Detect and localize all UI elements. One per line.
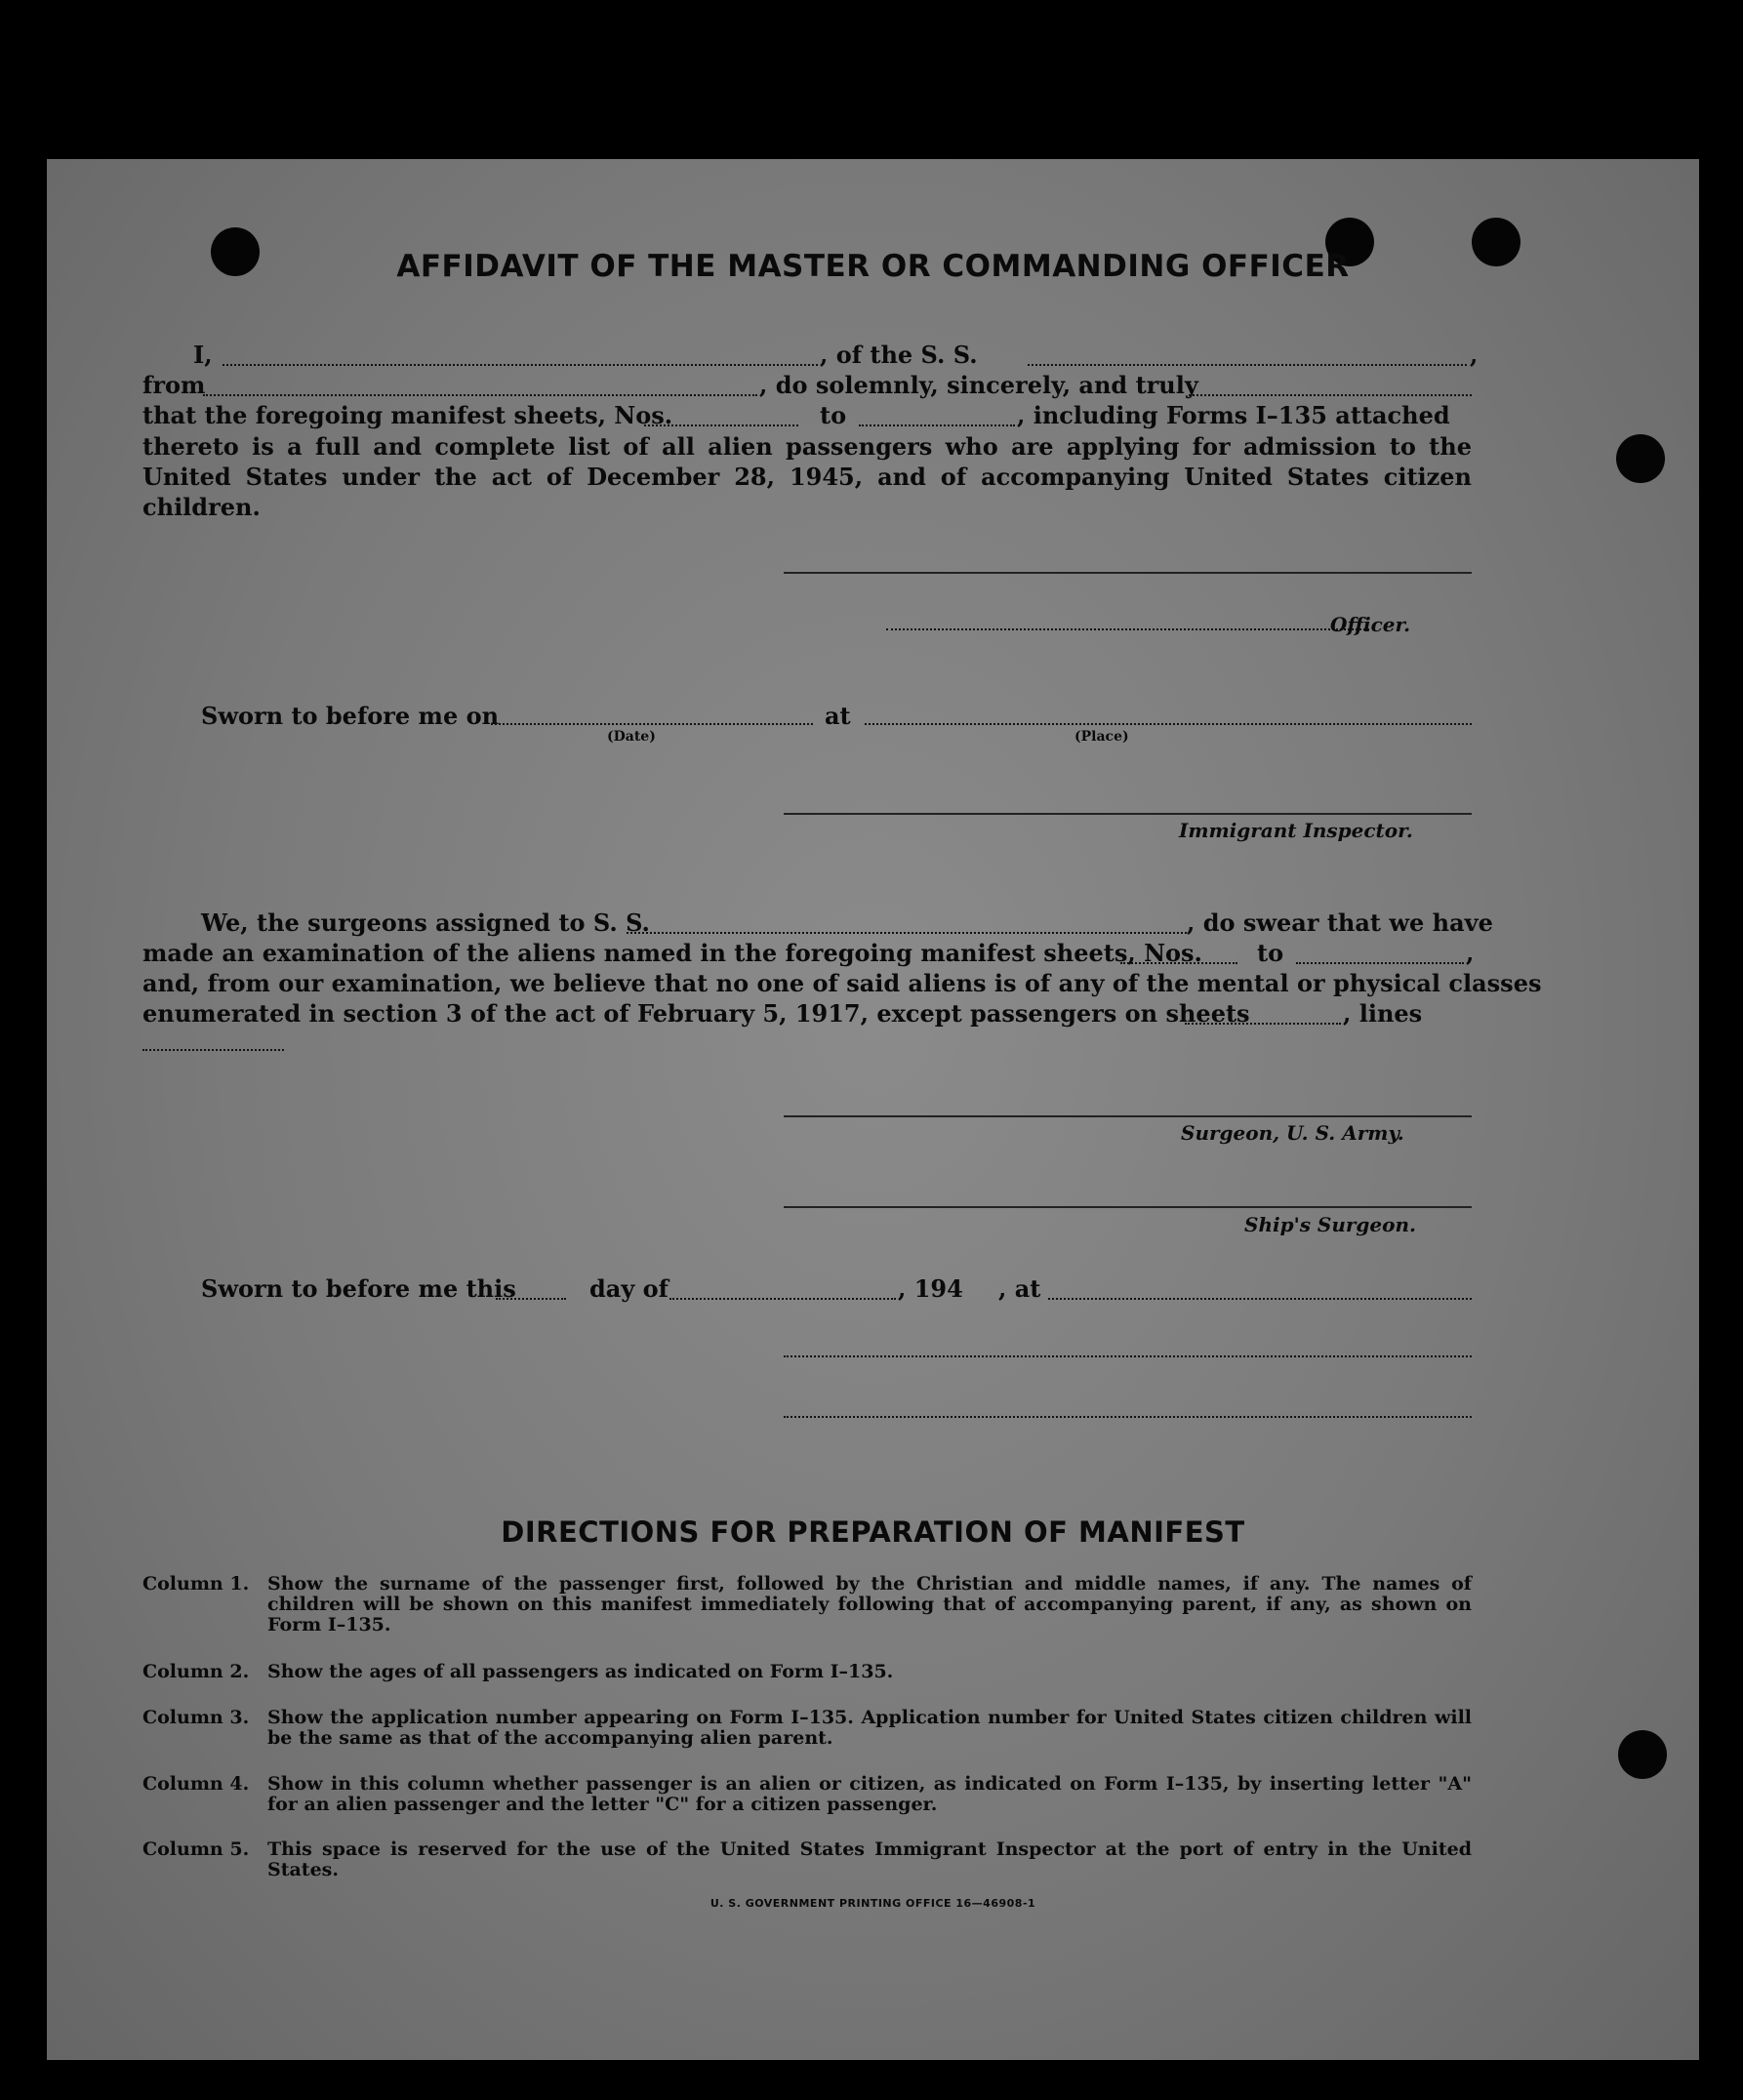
i-label: I, [193, 341, 213, 369]
direction-text: Show the surname of the passenger first, followed by the Christian and middle names, if any. The names of children will be shown on this manifest immediately following that of accompanying parent, if any, as shown on Form I–135. [267, 1573, 1472, 1636]
form-page [47, 159, 1699, 2060]
sheets-to-field[interactable] [859, 424, 1015, 426]
excepted-lines-field[interactable] [142, 1049, 284, 1051]
date-field[interactable] [491, 723, 813, 725]
sworn-place-field[interactable] [1048, 1298, 1472, 1300]
direction-item [142, 1662, 1472, 1682]
day-of-label: day of [589, 1274, 669, 1303]
ships-surgeon-signature-line[interactable] [784, 1206, 1472, 1208]
sworn-label: Sworn to before me on [201, 702, 500, 730]
printer-imprint: U. S. GOVERNMENT PRINTING OFFICE 16—46908-1 [709, 1897, 1036, 1910]
to-label: to [1257, 939, 1284, 967]
direction-item [142, 1574, 1472, 1636]
direction-text: Show the ages of all passengers as indicated on Form I–135. [267, 1661, 894, 1682]
year-label: , 194 [898, 1274, 963, 1303]
signature-line[interactable] [784, 1416, 1472, 1418]
examination-text: made an examination of the aliens named in the foregoing manifest sheets, Nos. [142, 939, 1202, 967]
surgeon-ship-field[interactable] [627, 932, 1187, 934]
inspector-caption: Immigrant Inspector. [1179, 819, 1413, 842]
exam-sheets-from-field[interactable] [1120, 962, 1237, 964]
direction-text: Show the application number appearing on Form I–135. Application number for United States citizen children will be the same as that of the accompanying alien parent. [267, 1707, 1472, 1749]
column-label: Column 2. [142, 1661, 250, 1682]
column-label: Column 5. [142, 1838, 250, 1860]
officer-caption: Officer. [1330, 613, 1411, 636]
master-name-field[interactable] [223, 364, 818, 366]
month-field[interactable] [669, 1298, 896, 1300]
section-text: enumerated in section 3 of the act of February 5, 1917, except passengers on sheets [142, 999, 1250, 1028]
punch-hole [1616, 434, 1665, 483]
affidavit-text: thereto is a full and complete list of all alien passengers who are applying for admission to the United States under the act of December 28, 1945, and of accompanying United States citizen children. [142, 432, 1472, 521]
from-label: from [142, 371, 206, 399]
column-label: Column 4. [142, 1773, 250, 1795]
officer-title-field[interactable] [886, 628, 1369, 630]
comma: , [1470, 341, 1479, 369]
excepted-sheets-field[interactable] [1185, 1023, 1341, 1025]
direction-item [142, 1839, 1472, 1880]
foregoing-text: that the foregoing manifest sheets, Nos. [142, 401, 673, 429]
belief-text: and, from our examination, we believe that no one of said aliens is of any of the mental or physical classes [142, 969, 1542, 997]
army-surgeon-caption: Surgeon, U. S. Army. [1181, 1121, 1404, 1145]
signature-line[interactable] [784, 572, 1472, 574]
direction-item [142, 1708, 1472, 1749]
swear-text: , do swear that we have [1187, 909, 1493, 937]
solemnly-text: , do solemnly, sincerely, and truly [759, 371, 1198, 399]
at-label: , at [998, 1274, 1041, 1303]
column-label: Column 3. [142, 1707, 250, 1728]
surgeons-text: We, the surgeons assigned to S. S. [201, 909, 650, 937]
exam-sheets-to-field[interactable] [1296, 962, 1464, 964]
signature-line[interactable] [784, 1355, 1472, 1357]
comma: , [1466, 939, 1475, 967]
to-label: to [820, 401, 847, 429]
place-field[interactable] [865, 723, 1472, 725]
oath-field[interactable] [1189, 394, 1472, 396]
place-caption: (Place) [1074, 729, 1129, 745]
direction-text: This space is reserved for the use of the United States Immigrant Inspector at the port of entry in the United States. [267, 1838, 1472, 1880]
of-ss-label: , of the S. S. [820, 341, 978, 369]
day-field[interactable] [496, 1298, 566, 1300]
date-caption: (Date) [607, 729, 656, 745]
inspector-signature-line[interactable] [784, 813, 1472, 815]
army-surgeon-signature-line[interactable] [784, 1115, 1472, 1117]
including-text: , including Forms I–135 attached [1017, 401, 1450, 429]
punch-hole [1618, 1730, 1667, 1779]
direction-text: Show in this column whether passenger is an alien or citizen, as indicated on Form I–135, by inserting letter "A" for an alien passenger and the letter "C" for a citizen passenger. [267, 1773, 1472, 1815]
at-label: at [825, 702, 851, 730]
ship-name-field[interactable] [1028, 364, 1467, 366]
page-title: AFFIDAVIT OF THE MASTER OR COMMANDING OFFICER [396, 249, 1350, 284]
column-label: Column 1. [142, 1573, 250, 1595]
from-port-field[interactable] [203, 394, 757, 396]
direction-item [142, 1774, 1472, 1815]
ships-surgeon-caption: Ship's Surgeon. [1244, 1213, 1416, 1236]
directions-title: DIRECTIONS FOR PREPARATION OF MANIFEST [501, 1515, 1245, 1549]
sworn-this-label: Sworn to before me this [201, 1274, 516, 1303]
sheets-from-field[interactable] [644, 424, 798, 426]
lines-label: , lines [1343, 999, 1423, 1028]
